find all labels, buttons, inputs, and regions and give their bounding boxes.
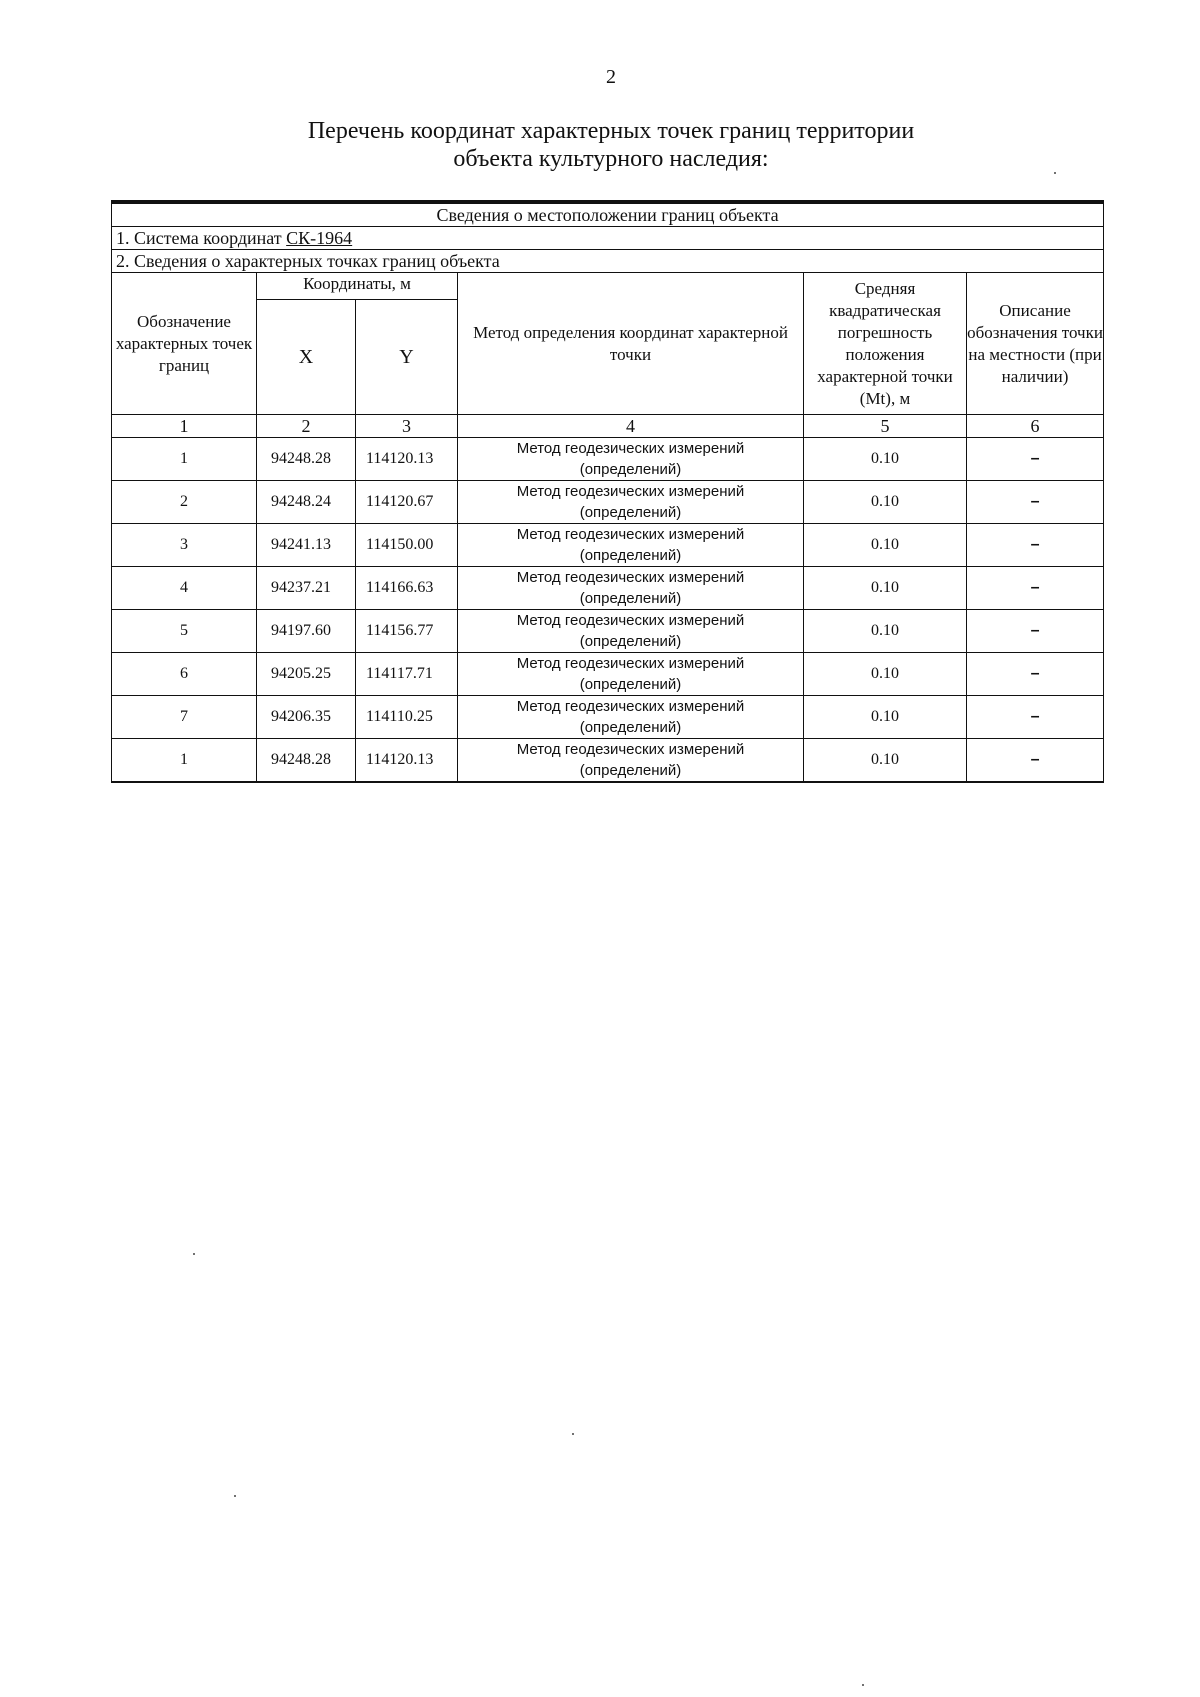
cell-error: 0.10: [804, 739, 967, 783]
cell-x: 94205.25: [257, 653, 356, 696]
cell-description: –: [967, 524, 1104, 567]
table-row: [112, 481, 1104, 524]
header-description: Описание обозначения точки на местности (при наличии): [967, 273, 1104, 415]
cell-point: 6: [112, 653, 257, 696]
header-row-1: [112, 273, 1104, 300]
method-line-2: (определений): [579, 676, 682, 693]
coordinate-system-value: СК-1964: [286, 227, 353, 248]
header-x: X: [257, 300, 356, 415]
column-number: 2: [257, 415, 356, 438]
header-method: Метод определения координат характерной точки: [458, 273, 804, 415]
cell-point: 5: [112, 610, 257, 653]
column-number: 5: [804, 415, 967, 438]
table-caption-row: [112, 202, 1104, 227]
cell-x: 94197.60: [257, 610, 356, 653]
cell-point: 4: [112, 567, 257, 610]
cell-description: –: [967, 481, 1104, 524]
cell-point: 2: [112, 481, 257, 524]
table-row: [112, 438, 1104, 481]
cell-y: 114117.71: [356, 653, 458, 696]
method-line-2: (определений): [579, 762, 682, 779]
cell-error: 0.10: [804, 567, 967, 610]
column-number: 6: [967, 415, 1104, 438]
cell-method: [458, 567, 804, 610]
method-line-1: Метод геодезических измерений: [516, 569, 745, 586]
cell-x: 94206.35: [257, 696, 356, 739]
method-line-2: (определений): [579, 547, 682, 564]
cell-error: 0.10: [804, 610, 967, 653]
cell-description: –: [967, 739, 1104, 783]
cell-y: 114150.00: [356, 524, 458, 567]
cell-method: [458, 481, 804, 524]
cell-y: 114156.77: [356, 610, 458, 653]
column-number-row: [112, 415, 1104, 438]
method-line-1: Метод геодезических измерений: [516, 655, 745, 672]
scan-speck: [1054, 172, 1056, 174]
method-line-1: Метод геодезических измерений: [516, 526, 745, 543]
table-row: [112, 567, 1104, 610]
header-error: Средняя квадратическая погрешность положения характерной точки (Mt), м: [804, 273, 967, 415]
cell-description: –: [967, 653, 1104, 696]
coordinate-system: [112, 227, 1104, 250]
method-line-2: (определений): [579, 633, 682, 650]
cell-error: 0.10: [804, 524, 967, 567]
cell-x: 94237.21: [257, 567, 356, 610]
scan-speck: [193, 1253, 195, 1255]
cell-description: –: [967, 567, 1104, 610]
method-line-1: Метод геодезических измерений: [516, 698, 745, 715]
cell-method: [458, 524, 804, 567]
cell-y: 114120.13: [356, 739, 458, 783]
method-line-2: (определений): [579, 719, 682, 736]
scan-speck: [862, 1684, 864, 1686]
coordinate-system-label: 1. Система координат: [116, 227, 287, 248]
cell-method: [458, 739, 804, 783]
cell-method: [458, 653, 804, 696]
method-line-2: (определений): [579, 504, 682, 521]
cell-error: 0.10: [804, 438, 967, 481]
cell-method: [458, 438, 804, 481]
table-row: [112, 610, 1104, 653]
header-point-designation: Обозначение характерных точек границ: [112, 273, 257, 415]
cell-y: 114110.25: [356, 696, 458, 739]
column-number: 4: [458, 415, 804, 438]
scan-speck: [234, 1495, 236, 1497]
scan-speck: [572, 1433, 574, 1435]
cell-description: –: [967, 610, 1104, 653]
cell-point: 1: [112, 438, 257, 481]
column-number: 3: [356, 415, 458, 438]
method-line-2: (определений): [579, 590, 682, 607]
table-row: [112, 696, 1104, 739]
document-title: [0, 117, 1200, 173]
method-line-1: Метод геодезических измерений: [516, 741, 745, 758]
table-row: [112, 524, 1104, 567]
cell-description: –: [967, 438, 1104, 481]
title-line-1: Перечень координат характерных точек границ территории: [307, 118, 915, 144]
method-line-2: (определений): [579, 461, 682, 478]
page-number: 2: [606, 66, 616, 88]
cell-y: 114120.13: [356, 438, 458, 481]
table-caption: Сведения о местоположении границ объекта: [112, 202, 1104, 227]
header-coordinates: Координаты, м: [257, 273, 458, 300]
cell-x: 94248.28: [257, 739, 356, 783]
points-section-title: 2. Сведения о характерных точках границ объекта: [112, 250, 1104, 273]
cell-error: 0.10: [804, 653, 967, 696]
cell-point: 3: [112, 524, 257, 567]
coordinates-table: [111, 200, 1104, 783]
cell-method: [458, 610, 804, 653]
cell-point: 7: [112, 696, 257, 739]
coordinate-system-row: [112, 227, 1104, 250]
cell-point: 1: [112, 739, 257, 783]
title-line-2: объекта культурного наследия:: [453, 146, 769, 172]
method-line-1: Метод геодезических измерений: [516, 440, 745, 457]
method-line-1: Метод геодезических измерений: [516, 483, 745, 500]
cell-method: [458, 696, 804, 739]
points-section-row: [112, 250, 1104, 273]
header-y: Y: [356, 300, 458, 415]
cell-y: 114120.67: [356, 481, 458, 524]
cell-error: 0.10: [804, 696, 967, 739]
table-body: [112, 202, 1104, 782]
cell-x: 94248.24: [257, 481, 356, 524]
cell-x: 94241.13: [257, 524, 356, 567]
cell-description: –: [967, 696, 1104, 739]
method-line-1: Метод геодезических измерений: [516, 612, 745, 629]
cell-error: 0.10: [804, 481, 967, 524]
column-number: 1: [112, 415, 257, 438]
table-row: [112, 739, 1104, 783]
cell-y: 114166.63: [356, 567, 458, 610]
table-row: [112, 653, 1104, 696]
cell-x: 94248.28: [257, 438, 356, 481]
